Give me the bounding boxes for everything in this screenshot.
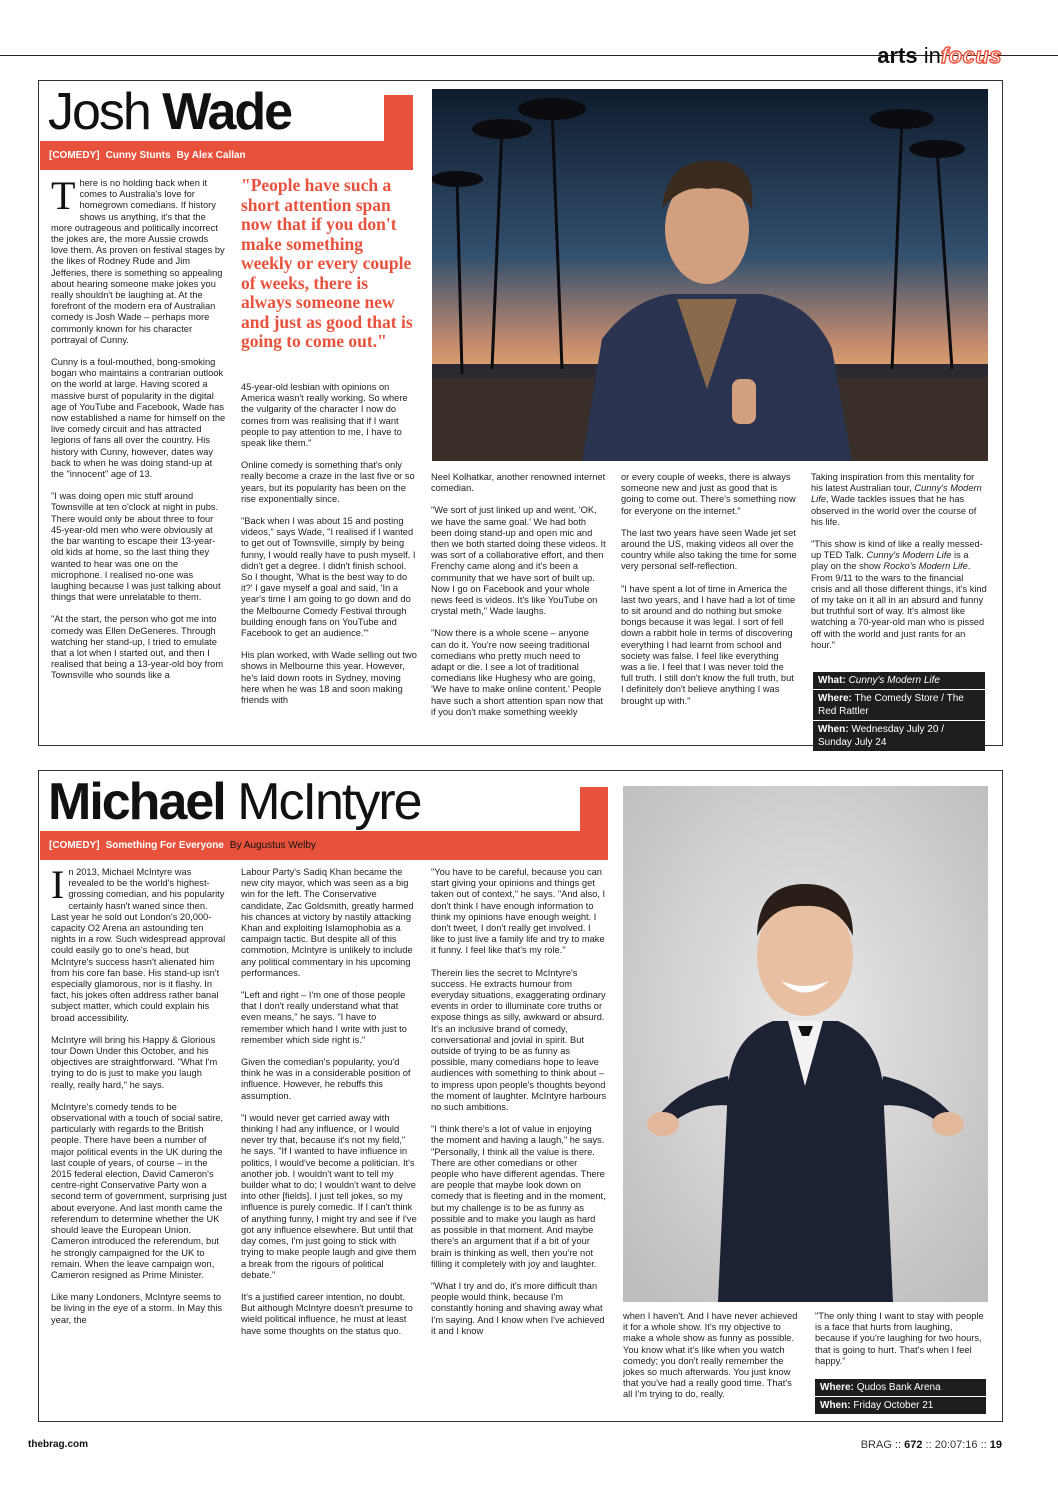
text-run: , Wade tackles issues that he has observed in the world over the course of his life. [811, 494, 977, 527]
info-label: Where: [820, 1382, 854, 1393]
info-value: Wednesday July 20 / Sunday July 24 [818, 724, 944, 748]
text-run: "This show is kind of like a really messed-up TED Talk. [811, 539, 983, 561]
text-run: is a play on the show [811, 550, 969, 572]
article-title [48, 772, 421, 832]
paragraph: "The only thing I want to stay with people is a face that hurts from laughing, because if you're laughing for two hours, that is going to hurt. That's when I feel happy." [815, 1311, 984, 1366]
article-title [48, 82, 291, 142]
paragraph: "I was doing open mic stuff around Townsville at ten o'clock at night in pubs. There would only be about three to four 45-year-old men who were obviously at the bar wanting to escape their 13-year-old kids at home, so the last thing they wanted to hear was one on the microphone. I realised no-one was laughing because I was just talking about things that were unrelatable to them. [51, 491, 221, 603]
josh-wade-photo [432, 89, 988, 461]
paragraph: Like many Londoners, McIntyre seems to be living in the eye of a storm. In May this year, the [51, 1292, 223, 1325]
dropcap: I [51, 867, 65, 907]
paragraph: "Now there is a whole scene – anyone can do it. You're now seeing traditional comedians who pretty much need to adapt or die. I see a lot of traditional comedians like Hughesy who are going, 'We have to make online content.' People have such a short attention span now that if you don't make something weekly [431, 628, 604, 717]
info-what [813, 672, 985, 689]
dropcap: T [51, 178, 76, 218]
paragraph: "Back when I was about 15 and posting videos," says Wade, "I realised if I wanted to get out of Townsville, simply by being funny, I would really have to push myself. I didn't get a degree. I didn't finish school. So I thought, 'What is the best way to do it?' I gave myself a goal and said, 'In a year's time I am going to go down and do the Melbourne Comedy Festival through building enough fans on YouTube and Facebook to get an audience.'" [241, 516, 416, 639]
paragraph: n 2013, Michael McIntyre was revealed to be the world's highest-grossing comedian, and his popularity certainly hasn't waned since then. Last year he sold out London's 20,000-capacity O2 Arena an astounding ten nights in a row. Such widespread approval could easily go to one's head, but McIntyre's success hasn't alienated him from his core fan base. His stand-up isn't especially glamorous, nor is it flashy. In fact, his jokes often address rather banal subject matter, which could explain his broad accessibility. [51, 867, 226, 1023]
paragraph: McIntyre's comedy tends to be observational with a touch of social satire, particularly with regards to the British people. There have been a number of major political events in the UK during the last couple of years, of course – in the 2015 federal election, David Cameron's centre-right Conservative Party won a second term of government, surprising just about everyone. And last month came the referendum to determine whether the UK should leave the European Union. Cameron introduced the referendum, but he strongly campaigned for the UK to remain. When the leave campaign won, Cameron resigned as Prime Minister. [51, 1101, 227, 1280]
pull-quote: "People have such a short attention span now that if you don't make something weekly or every couple of weeks, there is always someone new and just as good that is going to come out." [241, 175, 413, 351]
info-value: The Comedy Store / The Red Rattler [818, 693, 964, 717]
author-byline: By Augustus Welby [229, 840, 316, 851]
article2-column-3 [431, 867, 607, 1412]
info-label: When: [818, 724, 849, 735]
footer-issue-number: 672 [904, 1439, 923, 1451]
michael-mcintyre-photo [623, 786, 988, 1302]
article1-column-5 [811, 472, 987, 672]
paragraph: Therein lies the secret to McIntyre's success. He extracts humour from everyday situations, exaggerating ordinary events in order to illuminate core truths or expose things as silly, awkward or absurd. It's an inclusive brand of comedy, conversational and jovial in spirit. But outside of trying to be as funny as possible, many comedians hope to leave audiences with something to think about – to impress upon people's thoughts beyond the moment of laughter. McIntyre harbours no such ambitions. [431, 967, 607, 1113]
info-value: Qudos Bank Arena [856, 1382, 941, 1393]
paragraph: "I would never get carried away with thinking I had any influence, or I would never try that, because it's not my field," he says. "If I wanted to have influence in politics, I would've become a politician. It's another job. I wouldn't want to tell my builder what to do; I wouldn't want to delve into other [fields]. I just tell jokes, so my influence is purely comedic. If I can't think of anything funny, I might try and see if I've got any influence elsewhere. But until that day comes, I'm just going to stick with trying to make people laugh and give them a break from the rigours of political debate." [241, 1112, 417, 1280]
info-when [813, 720, 985, 751]
info-where [813, 689, 985, 720]
footer-page-number: 19 [989, 1439, 1002, 1451]
paragraph: Given the comedian's popularity, you'd think he was in a considerable position of influence. However, he rebuffs this assumption. [241, 1057, 411, 1101]
article1-column-4 [621, 472, 797, 737]
article1-column-3 [431, 472, 606, 737]
article-subtitle: Cunny Stunts [105, 150, 171, 161]
show-title: Cunny's Modern Life [866, 550, 952, 561]
section-header-focus: focus [940, 43, 1002, 68]
article2-column-4 [623, 1311, 798, 1411]
event-info-box [813, 672, 985, 751]
genre-tag: [COMEDY] [49, 150, 100, 161]
article2-column-1 [51, 867, 227, 1412]
paragraph: when I haven't. And I have never achieved it for a whole show. It's my objective to make a whole show as funny as possible. You know what it's like when you watch comedy; you don't really remember the jokes so much afterwards. You just know that you've had a really good time. That's all I'm trying to do, really. [623, 1311, 798, 1400]
info-label: When: [820, 1400, 851, 1411]
paragraph: or every couple of weeks, there is always someone new and just as good that is going to come out. There's something now for everyone on the internet." [621, 472, 796, 516]
paragraph: His plan worked, with Wade selling out two shows in Melbourne this year. However, he's laid down roots in Sydney, moving here when he was 18 and soon making friends with [241, 650, 417, 706]
info-label: What: [818, 675, 846, 686]
info-value: Cunny's Modern Life [848, 675, 940, 686]
michael-mcintyre-image [623, 786, 988, 1302]
title-last-name: McIntyre [237, 773, 421, 831]
josh-wade-image [432, 89, 988, 461]
article1-column-1 [51, 178, 226, 733]
author-byline: By Alex Callan [176, 150, 246, 161]
paragraph: "Left and right – I'm one of those people that I don't really understand what that even means," he says. "I have to remember which hand I write with just to remember which side right is." [241, 990, 407, 1045]
info-where [815, 1379, 986, 1396]
paragraph: The last two years have seen Wade jet set around the US, making videos all over the country while also taking the time for some very personal self-reflection. [621, 527, 797, 572]
section-header-in: in [923, 43, 941, 68]
paragraph: "I think there's a lot of value in enjoying the moment and having a laugh," he says. "Personally, I think all the value is there. There are other comedians or other people who have different agendas. There are people that maybe look down on comedy that is fleeting and in the moment, but my challenge is to be as funny as possible and to make you laugh as hard as possible in that moment. And maybe there's an argument that if a bit of your brain is thinking as well, then you're not filling it completely with joy and laughter. [431, 1124, 606, 1269]
article2-column-2 [241, 867, 417, 1412]
paragraph: here is no holding back when it comes to Australia's love for homegrown comedians. If history shows us anything, it's that the more outrageous and politically incorrect the jokes are, the more Aussie crowds love them. As proven on festival stages by the likes of Rodney Rude and Jim Jefferies, there is something so appealing about hearing someone make jokes you really shouldn't be laughing at. At the forefront of the modern era of Australian comedy is Josh Wade – perhaps more commonly known for his character portrayal of Cunny. [51, 178, 225, 345]
info-label: Where: [818, 693, 852, 704]
article-subtitle: Something For Everyone [105, 840, 224, 851]
footer-issue [861, 1439, 1002, 1451]
section-header [877, 42, 1002, 70]
info-when [815, 1396, 986, 1414]
text-run: . From 9/11 to the wars to the financial crisis and all those different things, it's kind of my take on it all in an absurd and funny but truthful sort of way. It's almost like watching a 70-year-old man who is pissed off with the world and just rants for an hour." [811, 561, 987, 650]
footer-date: :: 20:07:16 :: [925, 1439, 987, 1451]
show-title: Rocko's Modern Life [883, 561, 968, 572]
article1-column-2 [241, 382, 417, 737]
article-byline [49, 839, 316, 853]
footer-site: thebrag.com [28, 1439, 89, 1450]
section-header-arts: arts [877, 43, 918, 68]
paragraph: "What I try and do, it's more difficult than people would think, because I'm constantly honing and shaving away what I'm saying. And I know when I've achieved it and I know [431, 1280, 605, 1336]
paragraph: "I have spent a lot of time in America the last two years, and I have had a lot of time to sit around and do nothing but smoke bongs because it was legal. I sort of fell down a rabbit hole in terms of discovering everything I had learnt from school and society was false. I feel like everything was a lie. I feel that I was never told the full truth. I still don't know the full truth, but I definitely don't believe anything I was brought up with." [621, 583, 796, 706]
show-title: Cunny's Modern Life [811, 483, 982, 505]
title-first-name: Michael [48, 773, 225, 831]
info-value: Friday October 21 [853, 1400, 934, 1411]
paragraph: Neel Kolhatkar, another renowned internet comedian. [431, 472, 606, 494]
article-byline [49, 149, 246, 163]
article2-column-5 [815, 1311, 988, 1376]
paragraph: Online comedy is something that's only really become a craze in the last five or so years, but its popularity has been on the rise exponentially since. [241, 460, 415, 504]
paragraph: Labour Party's Sadiq Khan became the new city mayor, which was seen as a big win for the left. The Conservative candidate, Zac Goldsmith, greatly harmed his chances at victory by nastily attacking Khan and exploiting Islamophobia as a campaign tactic. But despite all of this commotion, McIntyre is unlikely to include any political commentary in his upcoming performances. [241, 867, 414, 978]
paragraph: "We sort of just linked up and went, 'OK, we have the same goal.' We had both been doing stand-up and open mic and then we both started doing these videos. It was sort of a collaborative effort, and then Frenchy came along and it's been a community that we have sort of built up. Now I go on Facebook and your whole news feed is videos. It's like YouTube on crystal meth," Wade laughs. [431, 505, 606, 617]
paragraph: McIntyre will bring his Happy & Glorious tour Down Under this October, and his objectives are straightforward. "What I'm trying to do is just to make you laugh really, really hard," he says. [51, 1034, 218, 1090]
title-last-name: Wade [162, 83, 292, 141]
footer-mag: BRAG :: [860, 1439, 902, 1451]
event-info-box [815, 1379, 986, 1414]
title-first-name: Josh [48, 83, 150, 141]
paragraph: "At the start, the person who got me into comedy was Ellen DeGeneres. Through watching her stand-up, I tried to emulate that a lot when I started out, and then I realised that being a 13-year-old boy from Townsville who sounds like a [51, 614, 224, 681]
paragraph: "You have to be careful, because you can start giving your opinions and things get taken out of context," he says. "And also, I don't think I have enough information to think my opinions have enough weight. I don't tweet, I don't really get involved. I like to just live a family life and try to make it funny. I feel like that's my role." [431, 867, 606, 956]
text-run: Taking inspiration from this mentality for his latest Australian tour, [811, 472, 975, 494]
paragraph: Cunny is a foul-mouthed, bong-smoking bogan who maintains a contrarian outlook on the world at large. Having scored a massive burst of popularity in the digital age of YouTube and Facebook, Wade has now established a name for himself on the live comedy circuit and has attracted legions of fans all over the country. His history with Cunny, however, dates way back to when he was doing stand-up at the "innocent" age of 13. [51, 357, 226, 480]
paragraph: 45-year-old lesbian with opinions on America wasn't really working. So where the vulgarity of the character I now do comes from was realising that if I want people to pay attention to me, I have to speak like them." [241, 382, 408, 449]
genre-tag: [COMEDY] [49, 840, 100, 851]
paragraph: It's a justified career intention, no doubt. But although McIntyre doesn't presume to wield political influence, he must at least have some thoughts on the status quo. [241, 1291, 413, 1336]
